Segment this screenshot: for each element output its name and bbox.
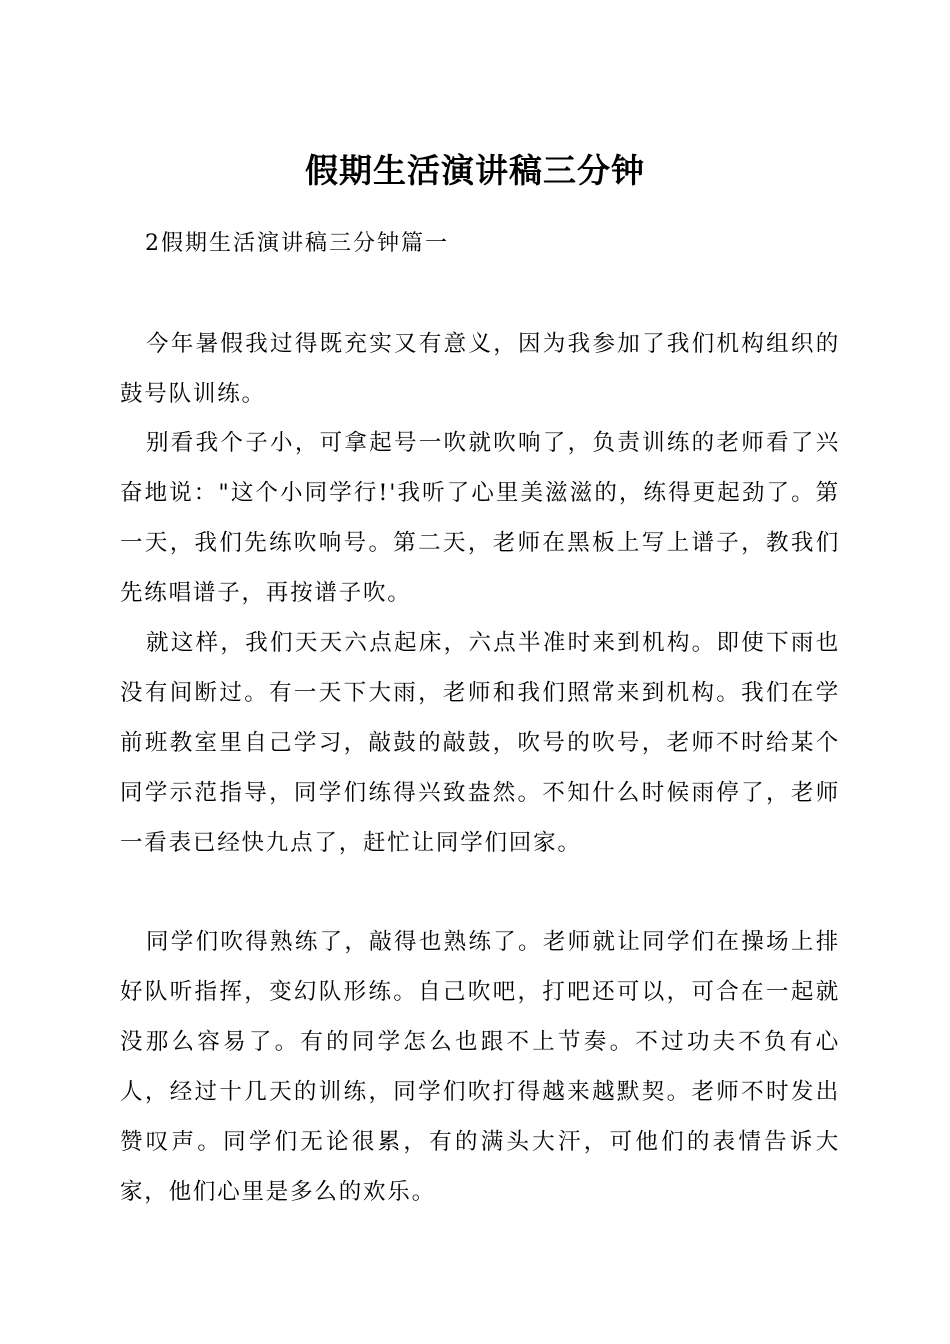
- section-subtitle: 2假期生活演讲稿三分钟篇一: [145, 231, 449, 256]
- paragraph-2: 别看我个子小，可拿起号一吹就吹响了，负责训练的老师看了兴奋地说："这个小同学行!'我听了心里美滋滋的，练得更起劲了。第一天，我们先练吹响号。第二天，老师在黑板上写上谱子，教我们先练唱谱子，再按谱子吹。: [120, 430, 840, 606]
- paragraph-4: 同学们吹得熟练了，敲得也熟练了。老师就让同学们在操场上排好队听指挥，变幻队形练。自己吹吧，打吧还可以，可合在一起就没那么容易了。有的同学怎么也跟不上节奏。不过功夫不负有心人，经过十几天的训练，同学们吹打得越来越默契。老师不时发出赞叹声。同学们无论很累，有的满头大汗，可他们的表情告诉大家，他们心里是多么的欢乐。: [120, 929, 840, 1205]
- paragraph-3: 就这样，我们天天六点起床，六点半准时来到机构。即使下雨也没有间断过。有一天下大雨，老师和我们照常来到机构。我们在学前班教室里自己学习，敲鼓的敲鼓，吹号的吹号，老师不时给某个同学示范指导，同学们练得兴致盎然。不知什么时候雨停了，老师一看表已经快九点了，赶忙让同学们回家。: [120, 630, 840, 856]
- paragraph-1: 今年暑假我过得既充实又有意义，因为我参加了我们机构组织的鼓号队训练。: [120, 331, 840, 407]
- page-title: 假期生活演讲稿三分钟: [305, 151, 645, 190]
